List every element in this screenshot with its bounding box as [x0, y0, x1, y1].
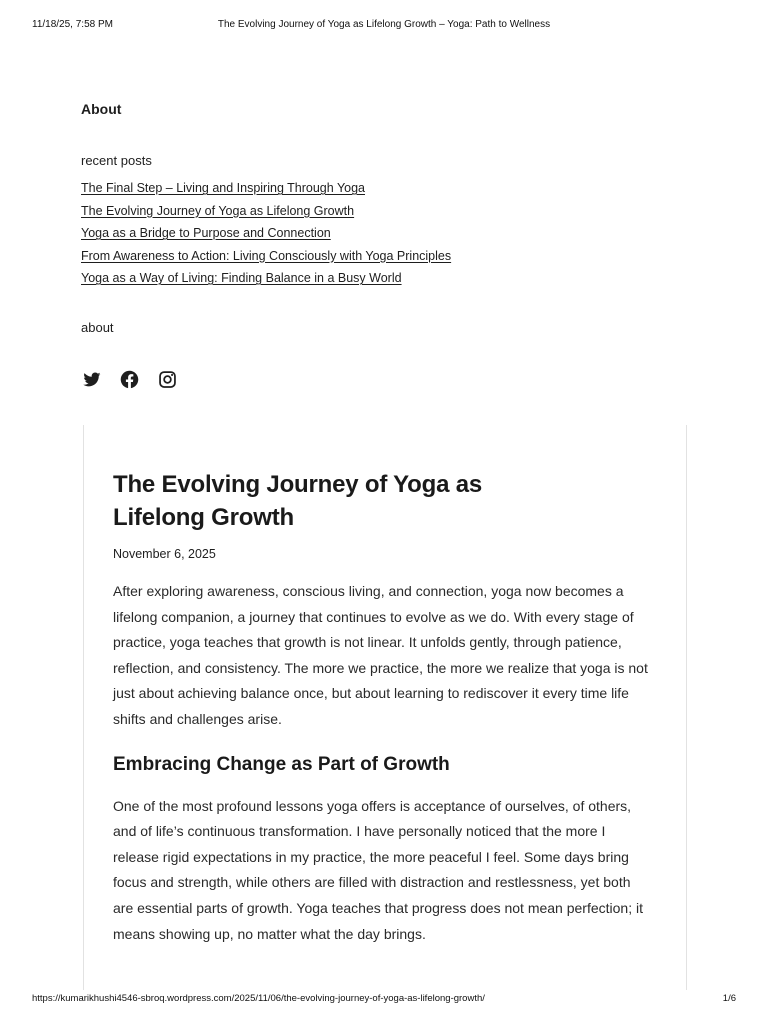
section-heading: Embracing Change as Part of Growth: [113, 753, 450, 775]
recent-post-item: [81, 225, 451, 248]
post-title: The Evolving Journey of Yoga as Lifelong Growth: [113, 471, 482, 531]
print-url: https://kumarikhushi4546-sbroq.wordpress.com/2025/11/06/the-evolving-journey-of-yoga-as-lifelong-growth/: [32, 993, 485, 1004]
recent-post-item: [81, 203, 451, 226]
facebook-icon[interactable]: [119, 369, 140, 390]
print-page-title: The Evolving Journey of Yoga as Lifelong Growth – Yoga: Path to Wellness: [217, 19, 551, 30]
print-header: [32, 19, 736, 33]
print-page-number: 1/6: [722, 993, 736, 1004]
recent-post-link[interactable]: Yoga as a Bridge to Purpose and Connection: [81, 226, 331, 240]
recent-post-link[interactable]: The Final Step – Living and Inspiring Through Yoga: [81, 181, 365, 195]
article-paragraph: After exploring awareness, conscious living, and connection, yoga now becomes a lifelong companion, a journey that continues to evolve as we do. With every stage of practice, yoga teaches that growth is not linear. It unfolds gently, through patience, reflection, and consistency. The more we practice, the more we realize that yoga is not just about achieving balance once, but about learning to rediscover it every time life shifts and challenges arise.: [113, 583, 648, 727]
article-paragraph: One of the most profound lessons yoga offers is acceptance of ourselves, of others, and of life’s continuous transformation. I have personally noticed that the more I release rigid expectations in my practice, the more peaceful I feel. Some days bring focus and strength, while others are filled with distraction and restlessness, yet both are essential parts of growth. Yoga teaches that progress does not mean perfection; it means showing up, no matter what the day brings.: [113, 797, 643, 942]
twitter-icon[interactable]: [81, 369, 102, 390]
social-links: [81, 369, 178, 390]
post-date: November 6, 2025: [113, 547, 216, 561]
article-border-right: [686, 425, 687, 990]
recent-post-item: [81, 270, 451, 293]
article: [113, 468, 653, 947]
article-border-left: [83, 425, 84, 990]
about-title: About: [81, 101, 122, 117]
recent-post-link[interactable]: The Evolving Journey of Yoga as Lifelong Growth: [81, 203, 355, 218]
recent-post-item: [81, 180, 451, 203]
about-heading: about: [81, 320, 114, 335]
print-datetime: 11/18/25, 7:58 PM: [32, 19, 113, 30]
instagram-icon[interactable]: [157, 369, 178, 390]
recent-posts-list: [81, 180, 451, 293]
recent-post-link[interactable]: From Awareness to Action: Living Consciously with Yoga Principles: [81, 248, 452, 263]
recent-posts-heading: recent posts: [81, 153, 152, 168]
recent-post-item: [81, 248, 451, 271]
recent-post-link[interactable]: Yoga as a Way of Living: Finding Balance in a Busy World: [81, 271, 402, 285]
print-footer: [32, 993, 736, 1007]
